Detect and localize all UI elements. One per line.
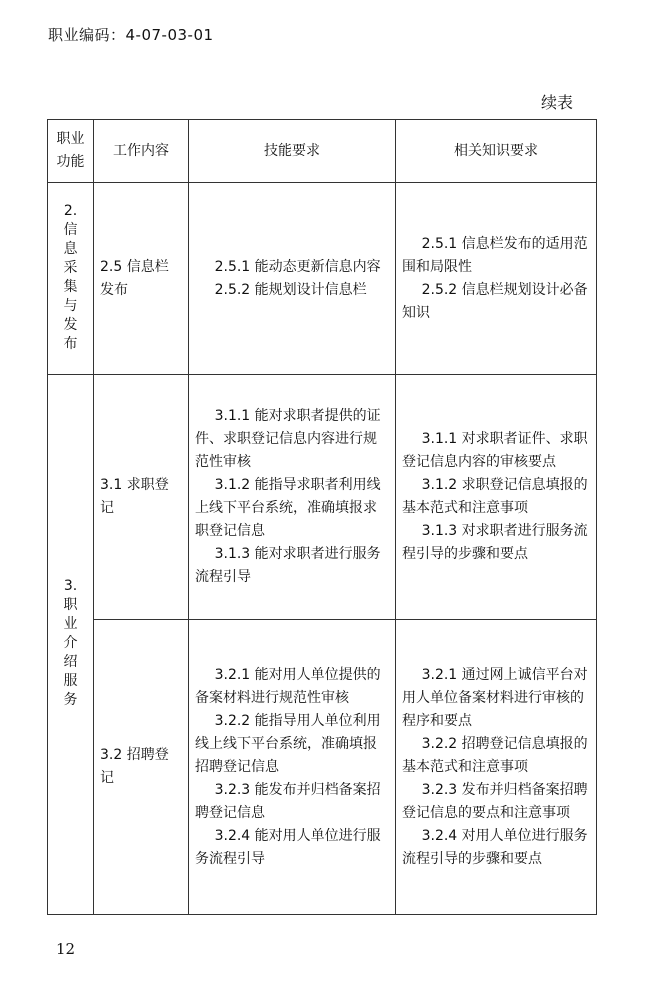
skill-item: 3.2.1 能对用人单位提供的备案材料进行规范性审核 <box>195 666 381 706</box>
work-content-cell: 3.1 求职登记 <box>94 375 189 620</box>
skill-item: 2.5.2 能规划设计信息栏 <box>214 281 367 298</box>
table-row <box>48 183 597 375</box>
skill-item: 3.2.3 能发布并归档备案招聘登记信息 <box>195 781 381 821</box>
skill-item: 3.1.1 能对求职者提供的证件、求职登记信息内容进行规范性审核 <box>195 408 381 470</box>
header-knowledge-requirements: 相关知识要求 <box>396 120 597 183</box>
skill-item: 2.5.1 能动态更新信息内容 <box>214 258 381 275</box>
knowledge-item: 3.1.3 对求职者进行服务流程引导的步骤和要点 <box>402 523 588 562</box>
work-content-cell: 3.2 招聘登记 <box>94 620 189 915</box>
continued-label: 续表 <box>541 93 574 112</box>
header-function: 职业功能 <box>48 120 94 183</box>
knowledge-item: 3.2.2 招聘登记信息填报的基本范式和注意事项 <box>402 735 588 775</box>
skill-item: 3.1.3 能对求职者进行服务流程引导 <box>195 546 381 585</box>
table-header-row <box>48 120 597 183</box>
knowledge-item: 3.1.2 求职登记信息填报的基本范式和注意事项 <box>402 477 588 516</box>
table-row <box>48 375 597 620</box>
function-cell <box>48 183 94 375</box>
function-label: 3. 职业介绍服务 <box>63 578 78 708</box>
knowledge-cell <box>396 620 597 915</box>
knowledge-cell <box>396 375 597 620</box>
standards-table <box>47 119 597 915</box>
work-content-cell: 2.5 信息栏发布 <box>94 183 189 375</box>
knowledge-cell <box>396 183 597 375</box>
knowledge-item: 3.2.3 发布并归档备案招聘登记信息的要点和注意事项 <box>402 781 588 821</box>
skills-cell <box>189 620 396 915</box>
knowledge-item: 2.5.2 信息栏规划设计必备知识 <box>402 281 588 321</box>
skill-item: 3.2.2 能指导用人单位利用线上线下平台系统，准确填报招聘登记信息 <box>195 712 381 775</box>
header-skill-requirements: 技能要求 <box>189 120 396 183</box>
skills-cell <box>189 375 396 620</box>
knowledge-item: 2.5.1 信息栏发布的适用范围和局限性 <box>402 235 588 275</box>
page-number: 12 <box>56 940 76 958</box>
function-label: 2. 信息采集与发布 <box>63 202 78 352</box>
skills-cell <box>189 183 396 375</box>
skill-item: 3.1.2 能指导求职者利用线上线下平台系统，准确填报求职登记信息 <box>195 477 381 539</box>
function-cell <box>48 375 94 915</box>
table-row <box>48 620 597 915</box>
occupation-code: 职业编码：4-07-03-01 <box>48 26 214 44</box>
knowledge-item: 3.2.1 通过网上诚信平台对用人单位备案材料进行审核的程序和要点 <box>402 666 588 729</box>
knowledge-item: 3.2.4 对用人单位进行服务流程引导的步骤和要点 <box>402 827 588 867</box>
skill-item: 3.2.4 能对用人单位进行服务流程引导 <box>195 827 381 867</box>
header-work-content: 工作内容 <box>94 120 189 183</box>
knowledge-item: 3.1.1 对求职者证件、求职登记信息内容的审核要点 <box>402 431 588 470</box>
